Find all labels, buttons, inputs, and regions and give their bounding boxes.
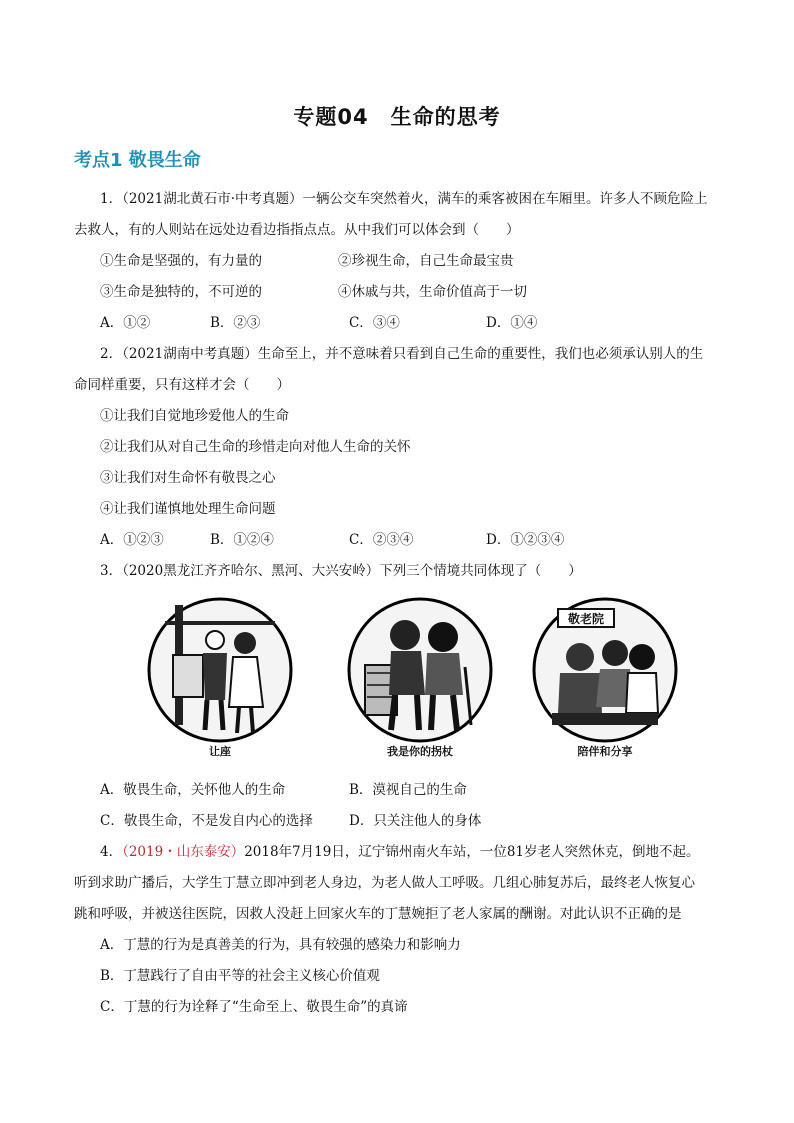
q4-stem-line2: 听到求助广播后，大学生丁慧立即冲到老人身边，为老人做人工呼吸。几组心肺复苏后，最终老人恢复心: [74, 875, 695, 891]
illustration-give-seat: [145, 595, 295, 745]
q4-stem-line1: [100, 840, 700, 860]
q2-choice-a: A．①②③: [100, 532, 164, 548]
q2-stem-line2: 命同样重要，只有这样才会（ ）: [74, 377, 290, 393]
q2-choice-b: B．①②④: [210, 532, 274, 548]
q4-stem-text: 2018年7月19日，辽宁锦州南火车站，一位81岁老人突然休克，倒地不起。: [244, 844, 700, 860]
q4-number: 4．: [100, 844, 123, 860]
q1-choice-d: D．①④: [486, 315, 538, 331]
q2-choice-c: C．②③④: [349, 532, 414, 548]
page-title: 专题04 生命的思考: [293, 105, 501, 129]
q1-choice-a: A．①②: [100, 315, 151, 331]
walking-cane-drawing: [345, 595, 495, 745]
q3-stem: 3．（2020黑龙江齐齐哈尔、黑河、大兴安岭）下列三个情境共同体现了（ ）: [100, 563, 582, 579]
q1-statement-4: ④休戚与共，生命价值高于一切: [338, 284, 527, 300]
q4-choice-b: B．丁慧践行了自由平等的社会主义核心价值观: [100, 968, 380, 984]
q2-statement-3: ③让我们对生命怀有敬畏之心: [100, 470, 276, 486]
companionship-drawing: [530, 595, 680, 745]
illustration-walking-cane: [345, 595, 495, 745]
q1-choice-c: C．③④: [349, 315, 400, 331]
q4-choice-a: A．丁慧的行为是真善美的行为，具有较强的感染力和影响力: [100, 937, 461, 953]
q1-statement-2: ②珍视生命，自己生命最宝贵: [338, 253, 514, 269]
q4-choice-c: C．丁慧的行为诠释了“生命至上、敬畏生命”的真谛: [100, 999, 408, 1015]
q1-stem-line1: 1．（2021湖北黄石市·中考真题）一辆公交车突然着火，满车的乘客被困在车厢里。许多人不顾危险上: [100, 191, 708, 207]
q3-choice-d: D．只关注他人的身体: [349, 813, 482, 829]
section-heading: 考点1 敬畏生命: [74, 150, 201, 171]
q2-choice-d: D．①②③④: [486, 532, 565, 548]
caption-walking-cane: 我是你的拐杖: [387, 745, 453, 758]
illustration-companionship: [530, 595, 680, 745]
q3-choice-c: C．敬畏生命，不是发自内心的选择: [100, 813, 313, 829]
caption-give-seat: 让座: [209, 745, 231, 758]
q4-source: （2019・山东泰安）: [122, 844, 245, 860]
give-seat-drawing: [145, 595, 295, 745]
scenario-illustrations: [145, 595, 665, 765]
q3-choice-b: B．漠视自己的生命: [349, 782, 467, 798]
q1-statement-3: ③生命是独特的，不可逆的: [100, 284, 262, 300]
q2-stem-line1: 2．（2021湖南中考真题）生命至上，并不意味着只看到自己生命的重要性，我们也必须承认别人的生: [100, 346, 704, 362]
nursing-home-sign: 敬老院: [567, 612, 605, 626]
q3-choice-a: A．敬畏生命，关怀他人的生命: [100, 782, 286, 798]
q4-stem-line3: 跳和呼吸，并被送往医院，因救人没赶上回家火车的丁慧婉拒了老人家属的酬谢。对此认识不正确的是: [74, 906, 682, 922]
q2-statement-2: ②让我们从对自己生命的珍惜走向对他人生命的关怀: [100, 439, 411, 455]
q1-choice-b: B．②③: [210, 315, 261, 331]
q1-statement-1: ①生命是坚强的，有力量的: [100, 253, 262, 269]
q2-statement-1: ①让我们自觉地珍爱他人的生命: [100, 408, 289, 424]
q2-statement-4: ④让我们谨慎地处理生命问题: [100, 501, 276, 517]
caption-companionship: 陪伴和分享: [577, 745, 633, 758]
q1-stem-line2: 去救人，有的人则站在远处边看边指指点点。从中我们可以体会到（ ）: [74, 222, 520, 238]
